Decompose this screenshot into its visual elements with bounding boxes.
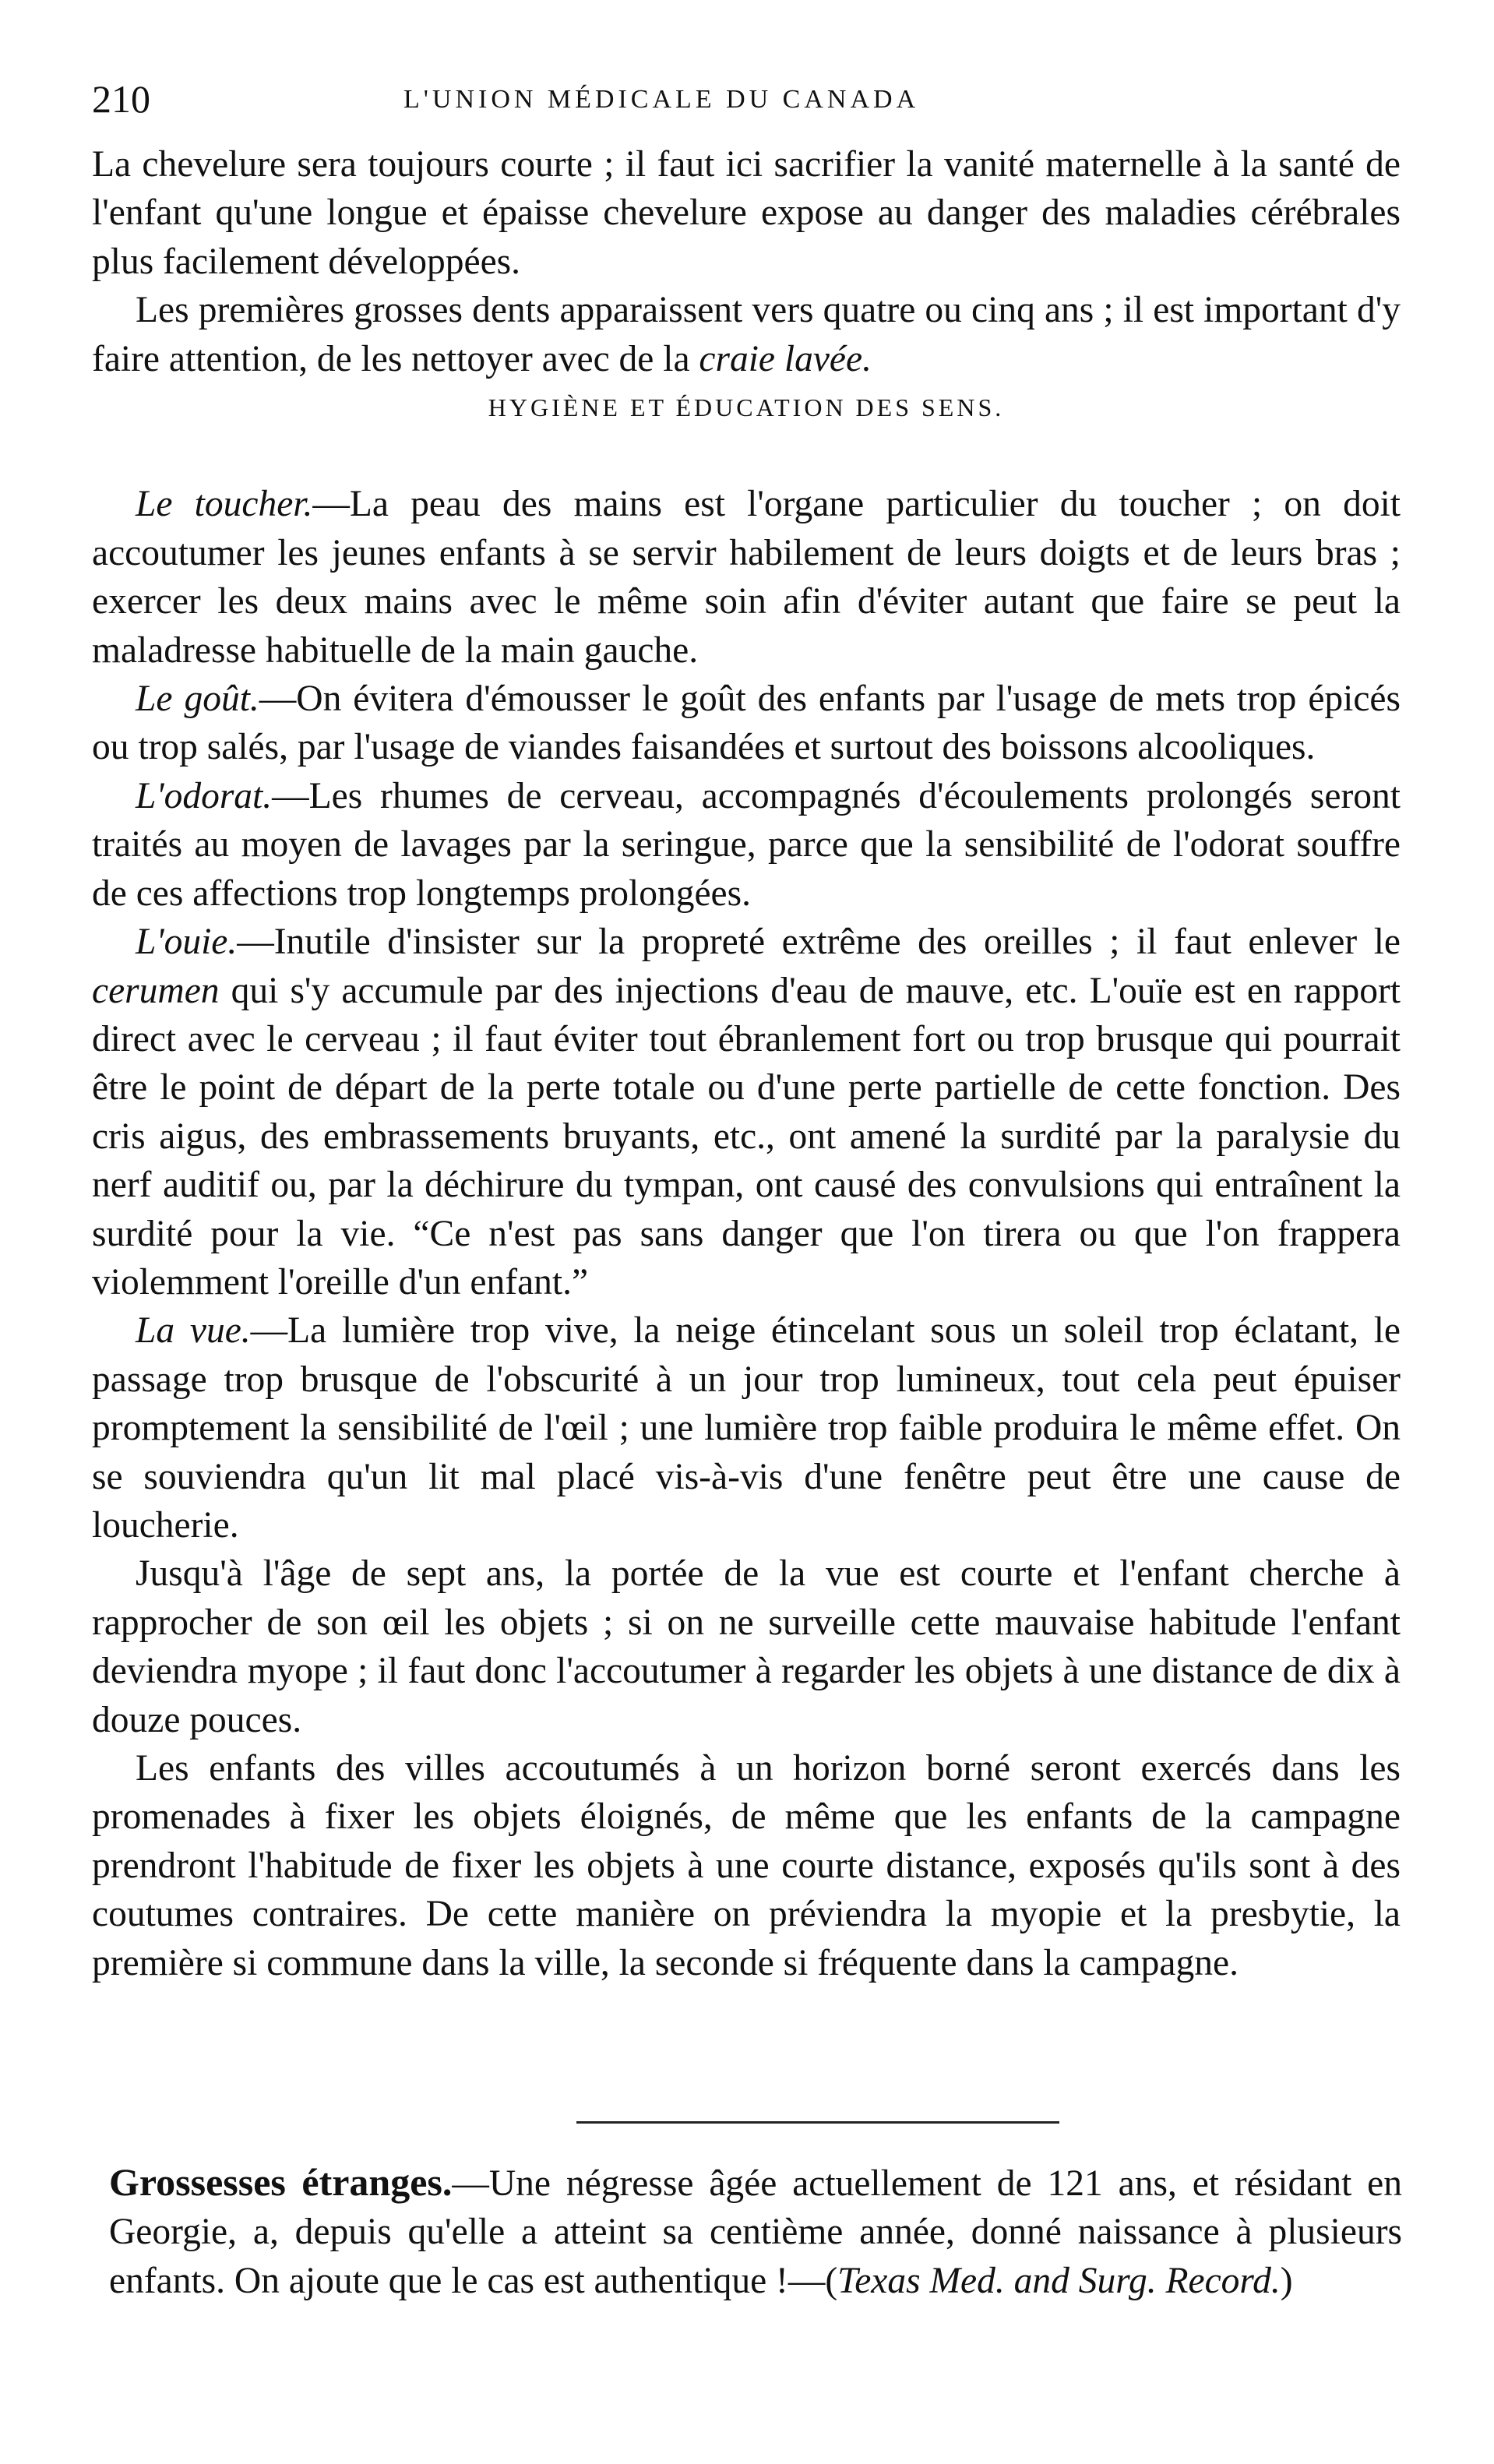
- gout-text: —On évitera d'émousser le goût des enfants par l'usage de mets trop épicés ou trop salés, par l'usage de viandes faisandées et surtout des boissons alcooliques.: [92, 679, 1401, 768]
- toucher-label: Le toucher.: [136, 484, 313, 525]
- gout-label: Le goût.: [136, 679, 259, 720]
- paragraph-odorat: [92, 772, 1401, 918]
- odorat-text: —Les rhumes de cerveau, accompagnés d'écoulements prolongés seront traités au moyen de lavages par la seringue, parce que la sensibilité de l'odorat souffre de ces affections trop longtemps prolongées.: [92, 775, 1401, 914]
- paragraph-toucher: [92, 480, 1401, 675]
- section-divider: [576, 2121, 1059, 2124]
- cerumen-term: cerumen: [92, 970, 220, 1011]
- news-close: ): [1280, 2260, 1293, 2301]
- page-number: 210: [92, 77, 150, 121]
- paragraph-chevelure: La chevelure sera toujours courte ; il faut ici sacrifier la vanité maternelle à la santé de l'enfant qu'une longue et épaisse chevelure expose au danger des maladies cérébrales plus facilement développées.: [92, 144, 1401, 282]
- paragraph-vue: [92, 1306, 1401, 1549]
- news-text: —Une négresse âgée actuellement de 121 ans, et résidant en Georgie, a, depuis qu'elle a atteint sa centième année, donné naissance à plusieurs enfants. On ajoute que le cas est authentique !—(: [109, 2163, 1402, 2301]
- vue-text: —La lumière trop vive, la neige étincelant sous un soleil trop éclatant, le passage trop brusque de l'obscurité à un jour trop lumineux, tout cela peut épuiser promptement la sensibilité de l'œil ; une lumière trop faible produira le même effet. On se souviendra qu'un lit mal placé vis-à-vis d'une fenêtre peut être une cause de loucherie.: [92, 1310, 1401, 1546]
- vue-label: La vue.: [136, 1310, 251, 1352]
- ouie-text-b: qui s'y accumule par des injections d'eau de mauve, etc. L'ouïe est en rapport direct avec le cerveau ; il faut éviter tout ébranlement fort ou trop brusque qui pourrait être le point de départ de la perte totale ou d'une perte partielle de cette fonction. Des cris aigus, des embrassements bruyants, etc., ont amené la surdité par la paralysie du nerf auditif ou, par la déchirure du tympan, ont causé des convulsions qui entraînent la surdité pour la vie. “Ce n'est pas sans danger que l'on tirera ou que l'on frappera violemment l'oreille d'un enfant.”: [92, 970, 1401, 1303]
- craie-lavee-term: craie lavée.: [699, 338, 872, 379]
- paragraph-vue-age: Jusqu'à l'âge de sept ans, la portée de la vue est courte et l'enfant cherche à rapprocher de son œil les objets ; si on ne surveille cette mauvaise habitude l'enfant deviendra myope ; il faut donc l'accoutumer à regarder les objets à une distance de dix à douze pouces.: [92, 1553, 1401, 1740]
- ouie-text-a: —Inutile d'insister sur la propreté extrême des oreilles ; il faut enlever le: [237, 922, 1401, 963]
- article-body: [92, 140, 1401, 1987]
- running-head: [92, 72, 1385, 126]
- paragraph-ouie: [92, 918, 1401, 1306]
- paragraph-dents: [92, 286, 1401, 383]
- news-source: Texas Med. and Surg. Record.: [837, 2260, 1281, 2301]
- paragraph-gout: [92, 675, 1401, 772]
- news-paragraph: [109, 2158, 1402, 2305]
- paragraph-vue-enfants: Les enfants des villes accoutumés à un horizon borné seront exercés dans les promenades à fixer les objets éloignés, de même que les enfants de la campagne prendront l'habitude de fixer les objets à une courte distance, exposés qu'ils sont à des coutumes contraires. De cette manière on préviendra la myopie et la presbytie, la première si commune dans la ville, la seconde si fréquente dans la campagne.: [92, 1748, 1401, 1983]
- ouie-label: L'ouie.: [136, 922, 238, 963]
- odorat-label: L'odorat.: [136, 775, 273, 816]
- paragraph-dents-text: Les premières grosses dents apparaissent vers quatre ou cinq ans ; il est important d'y faire attention, de les nettoyer avec de la: [92, 290, 1401, 379]
- journal-title: L'UNION MÉDICALE DU CANADA: [403, 85, 920, 114]
- section-heading: HYGIÈNE ET ÉDUCATION DES SENS.: [488, 393, 1005, 422]
- news-item: [109, 2158, 1402, 2305]
- news-title: Grossesses étranges.: [109, 2160, 453, 2204]
- toucher-text: —La peau des mains est l'organe particulier du toucher ; on doit accoutumer les jeunes enfants à se servir habilement de leurs doigts et de leurs bras ; exercer les deux mains avec le même soin afin d'éviter autant que faire se peut la maladresse habituelle de la main gauche.: [92, 484, 1401, 671]
